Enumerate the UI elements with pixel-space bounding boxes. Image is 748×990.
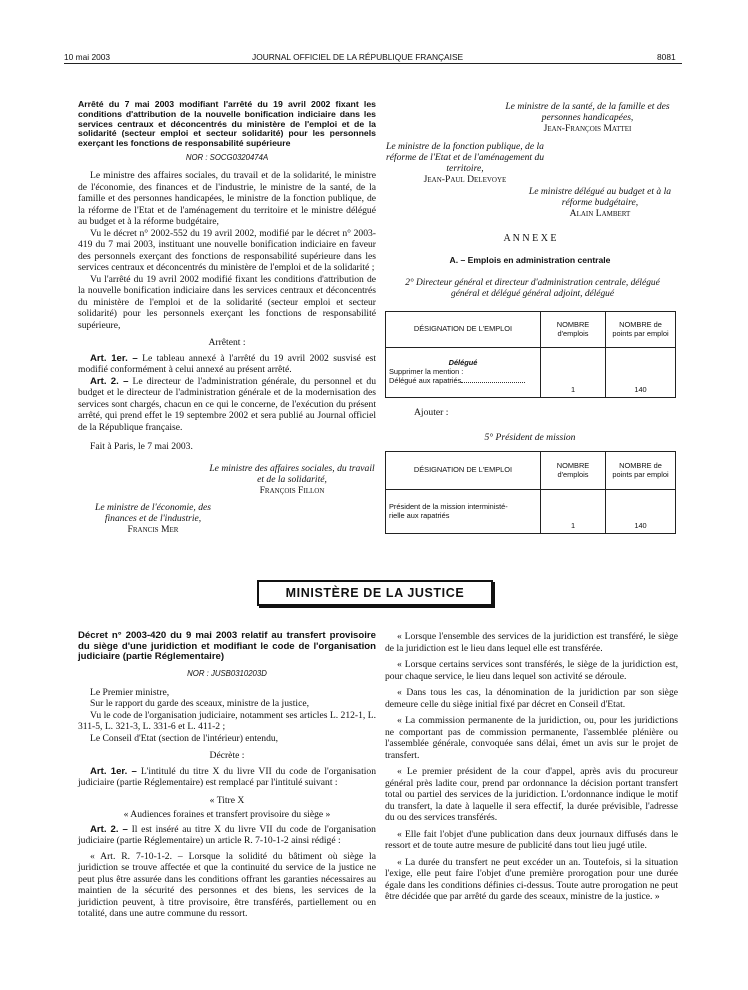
sig5-title: Le ministre délégué au budget et à la réforme budgétaire, (528, 186, 672, 209)
arrete-visa-1: Vu le décret n° 2002-552 du 19 avril 2002, modifié par le décret n° 2003-419 du 7 mai 2003, instituant une nouvelle bonification indiciaire en faveur des personnels exerçant des fonctions de responsabilité supérieure dans les services centraux et déconcentrés du ministère de l'emploi et de la solidarité ; (78, 227, 376, 274)
row-line-1: Supprimer la mention : (389, 367, 464, 377)
signature-mer (78, 502, 228, 535)
annexe-subsection-5: 5° Président de mission (484, 432, 576, 443)
arrete-art2-label: Art. 2. – (90, 375, 129, 387)
row-line-2 (389, 377, 537, 386)
header-journal: JOURNAL OFFICIEL DE LA RÉPUBLIQUE FRANÇAISE (252, 52, 464, 62)
row-points: 140 (606, 348, 676, 398)
decret-r1: « Lorsque l'ensemble des services de la juridiction est transféré, le siège de la juridiction est le lieu dans lequel elle est transférée. (385, 631, 678, 654)
table-row (386, 348, 676, 398)
decret-r5: « Le premier président de la cour d'appel, après avis du procureur général près ladite cour, prend par ordonnance la décision portant transfert total ou partiel des services de la juridiction. L'ordonnance indique le motif du transfert, la date à laquelle il sera effectif, la durée prévisible, l'adresse du ou des services transférés. (385, 766, 678, 823)
signature-delevoye (385, 141, 545, 185)
arrete-article-1 (78, 353, 376, 376)
annexe-heading: A N N E X E (503, 233, 557, 244)
ministry-banner (257, 580, 493, 606)
decret-left-column (78, 631, 376, 920)
arrete-article-2 (78, 376, 376, 434)
arrete-arretent: Arrêtent : (208, 337, 246, 349)
row-nombre: 1 (541, 490, 606, 534)
decret-titre: « Titre X (209, 794, 245, 806)
signature-lambert (525, 186, 675, 219)
sig1-title: Le ministre des affaires sociales, du travail et de la solidarité, (209, 462, 375, 486)
arrete-visa-2: Vu l'arrêté du 19 avril 2002 modifié fixant les conditions d'attribution de la nouvelle bonification indiciaire dans les services centraux et déconcentrés du ministère de l'emploi et de la solidarité (secteur emploi et secteur solidarité) pour les personnels exerçant les fonctions de responsabilité supérieure, (78, 273, 376, 331)
col-nombre-points: NOMBRE de points par emploi (606, 452, 676, 490)
decret-art1-label: Art. 1er. – (90, 765, 137, 777)
emplois-table-2 (385, 451, 676, 534)
decret-art2-label: Art. 2. – (90, 823, 128, 835)
decret-r4: « La commission permanente de la juridiction, ou, pour les juridictions ne comportant pas de commission permanente, l'assemblée plénière ou l'assemblée générale, convoquée sans délai, émet un avis sur le projet de transfert. (385, 715, 678, 761)
decret-nor: NOR : JUSB0310203D (187, 669, 267, 679)
annexe-section-a: A. – Emplois en administration centrale (449, 255, 611, 265)
row-designation (386, 348, 541, 398)
decret-premier-ministre: Le Premier ministre, (90, 686, 170, 698)
sig4-name: Jean-Paul Delevoye (423, 174, 507, 186)
row-line-2: rielle aux rapatriés (389, 510, 450, 520)
decret-art1-text: L'intitulé du titre X du livre VII du code de l'organisation judiciaire (partie Réglementaire) est remplacé par l'intitulé suivant : (78, 765, 376, 789)
annexe-subsection-2: 2° Directeur général et directeur d'administration centrale, délégué général et délégué général adjoint, délégué (405, 278, 660, 299)
decret-r2: « Lorsque certains services sont transférés, le siège de la juridiction est, pour chaque service, le lieu dans lequel son activité se déroule. (385, 659, 678, 682)
header-page-number: 8081 (657, 52, 676, 62)
sig1-name: François Fillon (259, 485, 325, 497)
decret-article-2 (78, 824, 376, 847)
emplois-table-1 (385, 311, 676, 398)
decret-conseil: Le Conseil d'Etat (section de l'intérieur) entendu, (90, 732, 279, 744)
decret-art2-text: Il est inséré au titre X du livre VII du code de l'organisation judiciaire (partie Réglementaire) un article R. 7-10-1-2 ainsi rédigé : (78, 823, 376, 847)
arrete-block (78, 100, 376, 535)
decret-article-r: « Art. R. 7-10-1-2. – Lorsque la solidité du bâtiment où siège la juridiction se trouve affectée et que la continuité du service de la justice ne peut plus être assurée dans les conditions offrant les garanties nécessaires au maintien de la sécurité des personnes et des biens, les services de la juridiction peuvent, à titre provisoire, être transférés, partiellement ou en totalité, dans une autre commune du ressort. (78, 850, 376, 920)
decret-titre-sub: « Audiences foraines et transfert provisoire du siège » (123, 809, 331, 821)
col-designation: DÉSIGNATION DE L'EMPLOI (386, 452, 541, 490)
sig2-name: Francis Mer (127, 524, 179, 536)
sig4-title: Le ministre de la fonction publique, de la réforme de l'Etat et de l'aménagement du territoire, (385, 141, 545, 175)
leader-dots (461, 382, 525, 383)
decret-title: Décret n° 2003-420 du 9 mai 2003 relatif au transfert provisoire du siège d'une juridiction et modifiant le code de l'organisation judiciaire (partie Réglementaire) (78, 630, 376, 663)
decret-visa: Vu le code de l'organisation judiciaire, notamment ses articles L. 212-1, L. 311-5, L. 321-3, L. 331-6 et L. 411-2 ; (78, 709, 376, 733)
arrete-preamble: Le ministre des affaires sociales, du travail et de la solidarité, le ministre de l'économie, des finances et de l'industrie, le ministre de la santé, de la famille et des personnes handicapées, le ministre de la fonction publique, de la réforme de l'Etat et de l'aménagement du territoire et le ministre délégué au budget et à la réforme budgétaire, (78, 170, 376, 228)
decret-right-column (385, 631, 678, 903)
decret-r3: « Dans tous les cas, la dénomination de la juridiction par son siège demeure celle du siège initial fixé par décret en Conseil d'Etat. (385, 687, 678, 710)
arrete-art1-label: Art. 1er. – (90, 352, 138, 364)
arrete-nor: NOR : SOCG0320474A (185, 153, 269, 163)
col-nombre-emplois: NOMBRE d'emplois (541, 452, 606, 490)
sig2-title: Le ministre de l'économie, des finances et de l'industrie, (95, 502, 211, 525)
row-line-1: Président de la mission interministé- (389, 501, 508, 511)
table-header-row (386, 452, 676, 490)
decret-decrete: Décrète : (209, 750, 245, 762)
sig3-title: Le ministre de la santé, de la famille et des personnes handicapées, (505, 101, 670, 124)
annexe-ajouter: Ajouter : (414, 407, 449, 418)
decret-r6: « Elle fait l'objet d'une publication dans deux journaux diffusés dans le ressort et de toute autre mesure de publicité dans tout lieu jugé utile. (385, 828, 678, 851)
decret-r7: « La durée du transfert ne peut excéder un an. Toutefois, si la situation l'exige, elle peut faire l'objet d'une première prorogation pour une durée égale dans les conditions définies ci-dessus. Toute autre prorogation ne peut être décidée que par arrêté du garde des sceaux, ministre de la justice. » (385, 856, 678, 902)
arrete-art2-text: Le directeur de l'administration générale, du personnel et du budget et le directeur de l'administration générale et de la modernisation des services sont chargés, chacun en ce qui le concerne, de l'exécution du présent arrêté, qui prend effet le 19 septembre 2002 et sera publié au Journal officiel de la République française. (78, 375, 376, 433)
col-nombre-points: NOMBRE de points par emploi (606, 312, 676, 348)
arrete-title: Arrêté du 7 mai 2003 modifiant l'arrêté du 19 avril 2002 fixant les conditions d'attribution de la nouvelle bonification indiciaire dans les services centraux et déconcentrés du ministère de l'emploi et de la solidarité (secteur emploi et secteur solidarité) pour les personnels exerçant les fonctions de responsabilité supérieure (78, 99, 376, 149)
header-rule (64, 63, 682, 64)
row-title: Délégué (448, 358, 478, 368)
ministry-banner-text: MINISTÈRE DE LA JUSTICE (285, 586, 465, 600)
table-row (386, 490, 676, 534)
row-designation (386, 490, 541, 534)
sig5-name: Alain Lambert (569, 208, 631, 220)
signature-mattei (500, 101, 675, 134)
col-designation: DÉSIGNATION DE L'EMPLOI (386, 312, 541, 348)
decret-article-1 (78, 766, 376, 789)
signature-fillon (78, 463, 376, 496)
arrete-art1-text: Le tableau annexé à l'arrêté du 19 avril 2002 susvisé est modifié conformément à celui annexé au présent arrêté. (78, 352, 376, 376)
col-nombre-emplois: NOMBRE d'emplois (541, 312, 606, 348)
row-points: 140 (606, 490, 676, 534)
header-date: 10 mai 2003 (64, 52, 111, 62)
decret-rapport: Sur le rapport du garde des sceaux, ministre de la justice, (90, 698, 309, 710)
sig3-name: Jean-François Mattei (543, 123, 632, 135)
table-header-row (386, 312, 676, 348)
arrete-fait: Fait à Paris, le 7 mai 2003. (90, 441, 193, 453)
row-nombre: 1 (541, 348, 606, 398)
row-line-2-text: Délégué aux rapatriés (389, 375, 462, 385)
